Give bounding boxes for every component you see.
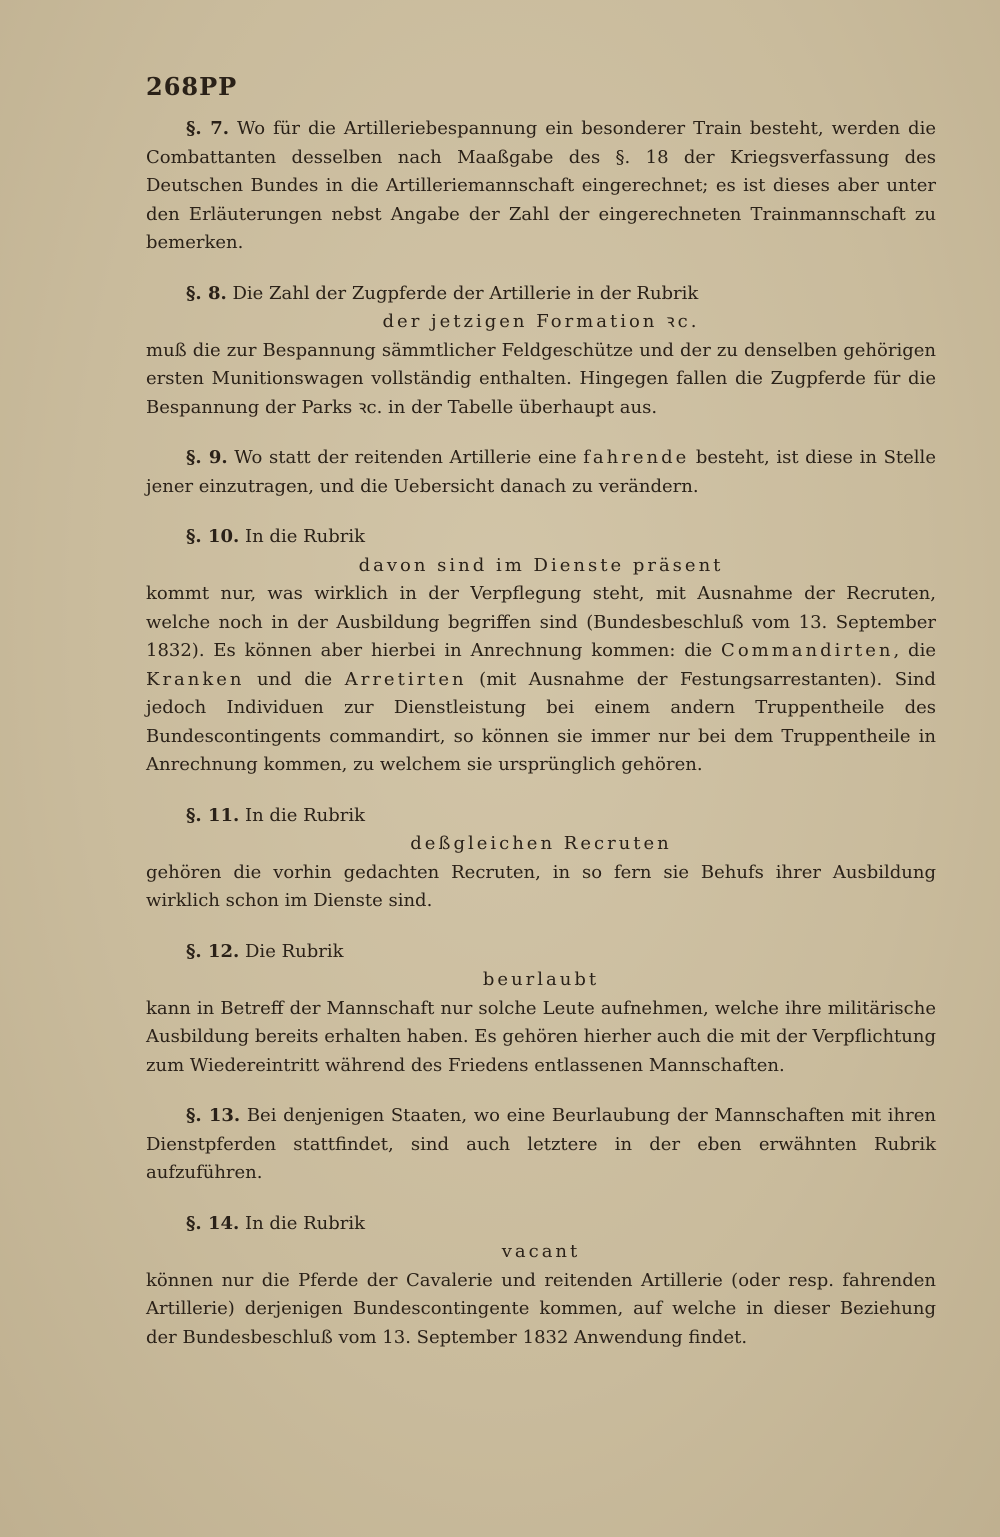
paragraph-text: Wo statt der reitenden Artillerie eine	[234, 447, 577, 468]
section-number: §. 11.	[186, 804, 240, 826]
paragraph-text: können nur die Pferde der Cavalerie und reitenden Artillerie (oder resp. fahrenden Artillerie) derjenigen Bundescontingente kommen, auf welche in dieser Beziehung der Bundesbeschluß vom 13. September 1832 Anwendung findet.	[146, 1269, 936, 1348]
paragraph-intro: In die Rubrik	[245, 804, 366, 826]
paragraph-text: gehören die vorhin gedachten Recruten, in so fern sie Behufs ihrer Ausbildung wirklich schon im Dienste sind.	[146, 861, 936, 911]
paragraph-text: Wo für die Artilleriebespannung ein besonderer Train besteht, werden die Combattanten desselben nach Maaßgabe des §. 18 der Kriegsverfassung des Deutschen Bundes in die Artilleriemannschaft eingerechnet; es ist dieses aber unter den Erläuterungen nebst Angabe der Zahl der eingerechneten Trainmannschaft zu bemerken.	[146, 118, 936, 253]
rubric-title: deßgleichen Recruten	[410, 833, 672, 854]
section-number: §. 8.	[186, 282, 227, 304]
section-number: §. 12.	[186, 940, 240, 962]
paragraph-text: kann in Betreff der Mannschaft nur solche Leute aufnehmen, welche ihre militärische Ausbildung bereits erhalten haben. Es gehören hierher auch die mit der Verpflichtung zum Wiedereintritt während des Friedens entlassenen Mannschaften.	[146, 997, 936, 1076]
emphasis-text: fahrende	[583, 447, 690, 468]
section-10	[146, 523, 936, 780]
paragraph-intro: In die Rubrik	[245, 526, 366, 547]
section-number: §. 9.	[186, 447, 228, 468]
emphasis-text: Commandirten	[721, 640, 894, 661]
rubric-title: vacant	[501, 1241, 581, 1262]
section-number: §. 7.	[186, 118, 230, 139]
paragraph-text: und die	[257, 668, 333, 690]
section-9	[146, 444, 936, 501]
section-8	[146, 280, 936, 423]
section-number: §. 14.	[186, 1212, 240, 1234]
rubric-title: beurlaubt	[482, 969, 600, 990]
section-13	[146, 1102, 936, 1188]
rubric-title: der jetzigen Formation ꝛc.	[382, 311, 700, 332]
paragraph-text: Bei denjenigen Staaten, wo eine Beurlaubung der Mannschaften mit ihren Dienstpferden stattfindet, sind auch letztere in der eben erwähnten Rubrik aufzuführen.	[146, 1105, 936, 1183]
emphasis-text: Arretirten	[344, 668, 467, 690]
paragraph-intro: Die Zahl der Zugpferde der Artillerie in der Rubrik	[232, 282, 699, 304]
emphasis-text: Kranken	[146, 668, 245, 690]
paragraph-intro: In die Rubrik	[245, 1212, 366, 1234]
section-12	[146, 938, 936, 1081]
paragraph-text: , die	[893, 640, 936, 661]
section-14	[146, 1210, 936, 1353]
section-number: §. 10.	[186, 526, 240, 547]
section-11	[146, 802, 936, 916]
paragraph-intro: Die Rubrik	[245, 940, 344, 962]
rubric-title: davon sind im Dienste präsent	[358, 554, 724, 576]
paragraph-text: kommt nur, was wirklich in der Verpflegung steht, mit Ausnahme der Recruten, welche noch in der Ausbildung begriffen sind (Bundesbeschluß vom 13. September 1832). Es können aber hierbei in Anrechnung kommen: die	[146, 583, 936, 661]
paragraph-text: muß die zur Bespannung sämmtlicher Feldgeschütze und der zu denselben gehörigen ersten Munitionswagen vollständig enthalten. Hingegen fallen die Zugpferde für die Bespannung der Parks ꝛc. in der Tabelle überhaupt aus.	[146, 339, 936, 418]
page-number: 268PP	[146, 72, 238, 101]
paragraph-text: (mit Ausnahme der Festungsarrestanten). Sind jedoch Individuen zur Dienstleistung bei einem andern Truppentheile des Bundescontingents commandirt, so können sie immer nur bei dem Truppentheile in Anrechnung kommen, zu welchem sie ursprünglich gehören.	[146, 668, 936, 775]
section-7	[146, 115, 936, 258]
paragraph-text: besteht, ist diese in Stelle jener einzutragen, und die Uebersicht danach zu verändern.	[146, 447, 936, 497]
section-number: §. 13.	[186, 1105, 241, 1126]
